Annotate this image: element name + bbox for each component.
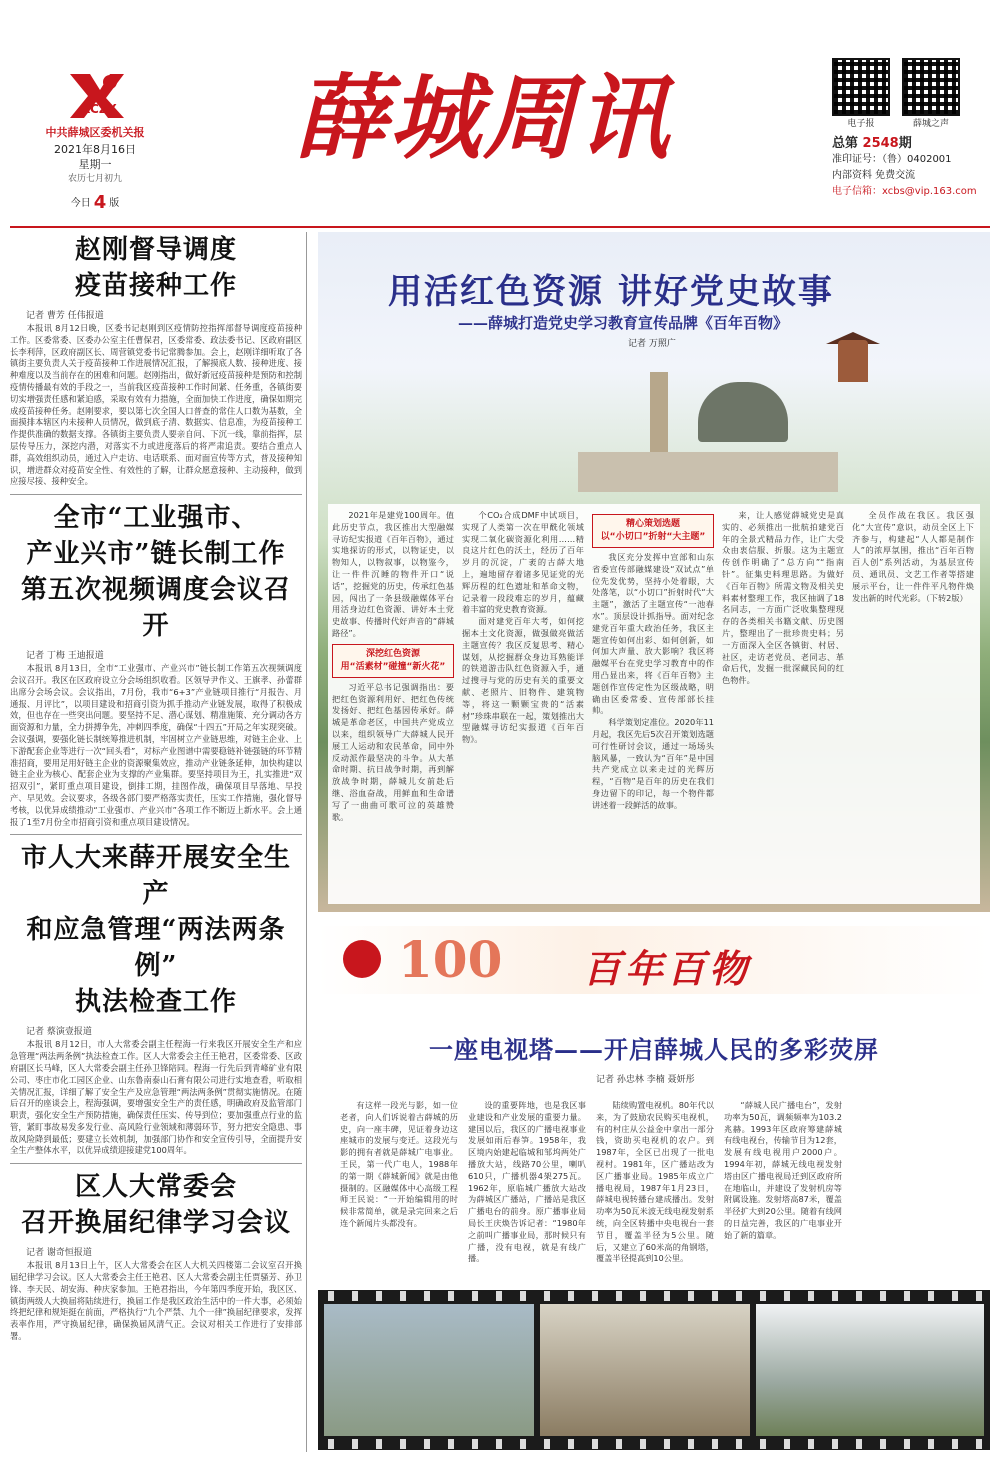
film-strip-photos xyxy=(318,1290,990,1450)
feature-article[interactable] xyxy=(318,232,990,912)
logo-text: XCZX xyxy=(81,102,117,116)
banner-number: 100 xyxy=(398,930,503,989)
text-column: 精心策划选题 以“小切口”折射“大主题” 我区充分发挥中宣部和山东省委宣传部融媒建设“双试点”单位先发优势，坚持小处着眼，大处落笔，以“小切口”折射时代“大主题”，激活了主题宣传“一池春水”。顶层设计抓指导。面对纪念建党百年重大政治任务，我区主题宣传如何出彩、如何创新，如何加大声量、放大影响？我区将融媒平台在党史学习教育中的作用凸显出来，将《百年百物》主题创作宣传定性为区级战略，明确由区委常委、宣传部部长挂帅。 科学策划定准位。2020年11月起，我区先后5次召开策划选题可行性研讨会议，通过一场场头脑风暴，一致认为“百年”是中国共产党成立以来走过的光辉历程，“百物”是百年的历史在我们身边留下的印记，每一个物件都讲述着一段鲜活的故事。 xyxy=(592,510,714,812)
masthead-rule xyxy=(10,226,990,228)
text-column: 有这样一段光与影，如一位老者，向人们诉说着古薛城的历史，向一座丰碑，见证着身边这座城市的发展与变迁。这段光与影的拥有者就是薛城广电事业。王民，第一代广电人，1988年的第一期《薛城新闻》就是由他摄制的。区融媒体中心高级工程师王民说：“一开始编辑用的时候非常简单，就是录完回来之后连个新闻片头都没有。 xyxy=(340,1100,458,1228)
lunar-date: 农历七月初九 xyxy=(67,174,122,184)
pages-count: 今日 4 版 xyxy=(70,192,120,213)
issue-block xyxy=(832,136,992,200)
text-column: “薛城人民广播电台”，发射功率为50瓦，调频频率为103.2兆赫。1993年区政府筹建薛城有线电视台，传输节目为12套，发展有线电视用户2000户。1994年初，薛城无线电视发射塔由区广播电视局迁到区政府所在地临山，并建设了发射机房等附属设施。发射塔高87米，覆盖半径扩大到20公里。随着有线网的日益完善，我区的广电事业开始了新的篇章。 xyxy=(724,1100,842,1240)
divider xyxy=(10,494,302,495)
film-perforation xyxy=(318,1439,990,1449)
tv-tower-headline: 一座电视塔——开启薛城人民的多彩荧屏 xyxy=(429,1035,879,1064)
email[interactable]: 电子信箱：xcbs@vip.163.com xyxy=(832,186,977,197)
party-label: 中共薛城区委机关报 xyxy=(45,126,145,139)
column-separator xyxy=(306,232,307,1452)
article-safety[interactable] xyxy=(10,840,302,1157)
headline: 全市“工业强市、 产业兴市”链长制工作 第五次视频调度会议召开 xyxy=(20,503,291,642)
date-block xyxy=(30,142,160,187)
text-column: 来，让人感觉薛城党史是真实的、必须推出一批航拍建党百年的全景式精品力作，让广大受众由衷信服、折服。这为主题宣传创作明确了“总方向”“指南针”。征集史料理思路。为做好《百年百物》所需文物及相关史料素材整理工作，我区抽调了18名同志，一方面广泛收集整理现存的各类相关书籍文献、历史图片，整理出了一批珍贵史料；另一方面深入全区各镇街、村居、社区，走访老党员、老同志、革命后代，发掘一批深藏民间的红色物件。 xyxy=(722,510,844,686)
feature-text xyxy=(328,504,980,904)
headline: 市人大来薛开展安全生产 和应急管理“两法两条例” 执法检查工作 xyxy=(20,843,291,1018)
qr-code-epaper-icon[interactable] xyxy=(832,58,890,116)
permit-number: 准印证号：（鲁）0402001 xyxy=(832,154,952,165)
photo-old-tv-set xyxy=(540,1304,750,1436)
article-vaccine[interactable] xyxy=(10,232,302,488)
qr-code-voice-icon[interactable] xyxy=(902,58,960,116)
article-industry[interactable] xyxy=(10,500,302,828)
pavilion-tower xyxy=(838,340,868,382)
photo-ceremony xyxy=(756,1304,984,1436)
tv-tower-byline: 记者 孙忠林 李楠 聂妍彤 xyxy=(596,1075,695,1085)
divider xyxy=(10,834,302,835)
article-body: 本报讯 8月13日上午，区人大常委会在区人大机关四楼第二会议室召开换届纪律学习会议。区人大常委会主任王艳君、区人大常委会副主任贾骚芳、孙卫锋、李天民、胡安海、种庆家参加。王艳君指出，今年第四季度开始，我区区、镇街两级人大换届将陆续进行，换届工作是我区政治生活中的一件大事，必须始终把纪律和规矩挺在前面，严格执行“九个严禁、九个一律”换届纪律要求，发挥表率作用，严守换届纪律，确保换届风清气正。会议对相关工作进行了安排部署。 xyxy=(10,1260,302,1342)
headline: 赵刚督导调度 疫苗接种工作 xyxy=(74,235,237,301)
feature-subtitle: ——薛城打造党史学习教育宣传品牌《百年百物》 xyxy=(458,314,789,332)
centennial-banner xyxy=(318,926,990,994)
subhead: 精心策划选题 以“小切口”折射“大主题” xyxy=(592,514,714,548)
byline: 记者 谢奇恒报道 xyxy=(26,1248,92,1259)
byline: 记者 丁梅 王迪报道 xyxy=(26,651,104,662)
divider xyxy=(10,1163,302,1164)
text-column: 全员作战在我区。我区强化“大宣传”意识，动员全区上下齐参与，构建起“人人都是制作人”的浓厚氛围，推出“百年百物百人创”系列活动，为基层宣传员、通讯员、文艺工作者等搭建展示平台，让一件件平凡物件焕发出新的时代光彩。（下转2版） xyxy=(852,510,974,603)
party-emblem-icon xyxy=(343,940,381,978)
article-npc-meeting[interactable] xyxy=(10,1169,302,1343)
article-body: 本报讯 8月12日晚，区委书记赵刚到区疫情防控指挥部督导调度疫苗接种工作。区委常委、区委办公室主任曹保君，区委常委、政法委书记、区政府副区长李利萍，区政府副区长、周营镇党委书记常腾参加。会上，赵刚详细听取了各镇街主要负责人关于疫苗接种工作进展情况汇报，了解摸底人数、接种进度、接种难度以及当前存在的困难和问题。赵刚指出，做好新冠疫苗接种是预防和控制疫情传播最有效的手段之一，当前我区疫苗接种工作时间紧、任务重，各镇街要切实增强责任感和紧迫感，采取有效有力措施，全面加快工作进度，确保如期完成疫苗接种任务。赵刚要求，要以第七次全国人口普查的常住人口数为基数，全面摸排本辖区内未接种人员情况，做到底子清、数据实、信息准，为疫苗接种工作提供准确的数据支撑。各镇街主要负责人要亲自问、下沉一线，靠前指挥，层层传导压力，深挖内潜，对落实不力或进度落后的将严肃追责。要结合重点人群，高效组织动员，通过入户走访、电话联系、面对面宣传等方式，普及接种知识，增进群众对疫苗安全性、有效性的了解，让群众愿意接种、主动接种，做到应接尽接、接种安全。 xyxy=(10,323,302,487)
text-column: 陆续购置电视机。80年代以来，为了鼓励农民购买电视机，有的村庄从公益金中拿出一部分钱，资助买电视机的农户。到1987年，全区已出现了一批电视村。1981年，区广播站改为区广播事业局。1985年成立广播电视局，1987年1月23日，薛城电视转播台建成播出。发射功率为50瓦米波无线电视发射系统，向全区转播中央电视台一套节目，覆盖半径为5公里。随后，又建立了60米高的角钢塔，覆盖半径提高到10公里。 xyxy=(596,1100,714,1264)
masthead xyxy=(0,0,1000,225)
issue-number: 总第 2548期 xyxy=(832,136,912,151)
text-column: 设的重要阵地，也是我区事业建设和产业发展的重要力量。建国以后，我区的广播电视事业发展如雨后春笋。1958年，我区境内始建起临城和邹坞两处广播放大站，线路70公里，喇叭610只，广播机器4架275瓦。1962年，原临城广播放大站改为薛城区广播站，广播站是我区广播电台的前身。原广播事业局局长王庆焕告诉记者：“1980年之前叫广播事业局，那时候只有广播，没有电视，就是有线广播。 xyxy=(468,1100,586,1264)
feature-byline: 记者 万照广 xyxy=(628,339,676,349)
text-column: 个CO₂合成DMF中试项目，实现了人类第一次在甲酰化领域实现二氧化碳资源化利用……精良这片红色的沃土，经历了百年岁月的沉淀，广袤的古薛大地上，遍地留存着诸多见证党的光辉历程的红色遗址和革命文物，记录着一段段难忘的岁月，蕴藏着丰富的党史教育资源。 面对建党百年大考，如何挖掘本土文化资源，做强做亮做活主题宣传？我区反复思考、精心谋划，从挖掘群众身边耳熟能详的铁道游击队红色资源入手，通过搜寻与党的历史有关的重要文献、老照片、旧物件、建筑物等，将这一颗颗宝贵的“活素材”珍珠串联在一起，策划推出大型融媒寻访纪实报道《百年百物》。 xyxy=(462,510,584,745)
qr2-caption: 薛城之声 xyxy=(912,119,949,129)
article-body: 本报讯 8月12日，市人大常委会副主任程海一行来我区开展安全生产和应急管理“两法两条例”执法检查工作。区人大常委会主任王艳君，区委常委、区政府副区长马峰，区人大常委会副主任孙卫锋陪同。程海一行先后到青峰矿业有限公司、枣庄市化工园区企业、山东鲁南泰山石膏有限公司进行实地查看，听取相关情况汇报，详细了解了安全生产及应急管理“两法两条例”贯彻实施情况。在随后召开的座谈会上，程海强调，要增强安全生产的责任感，明确政府及监管部门职责，强化安全生产预防措施，确保责任压实、传导到位；要加强重点行业的监管，紧盯事故易发多发行业、高风险行业领域和薄弱环节，努力把安全隐患、事故风险降到最低；要建立长效机制，加强部门协作和安全宣传引导，全面提升安全生产整体水平，以优异成绩迎接建党100周年。 xyxy=(10,1039,302,1156)
subhead: 深挖红色资源 用“活素材”碰撞“新火花” xyxy=(332,644,454,678)
feature-headline: 用活红色资源 讲好党史故事 xyxy=(388,272,834,312)
qr1-caption: 电子报 xyxy=(847,119,875,129)
film-perforation xyxy=(318,1291,990,1301)
plaza xyxy=(578,452,838,492)
text-column: 2021年是建党100周年。值此历史节点，我区推出大型融媒寻访纪实报道《百年百物》，通过实地探访的形式，以物证史，以物知人，以物叙事，以物鉴今，让一件件沉睡的物件开口“说话”，挖掘党的历史，传承红色基因，闯出了一条县级融媒体平台用活身边红色资源、讲好本土党史故事、传播时代好声音的“薛城路径”。 深挖红色资源 用“活素材”碰撞“新火花” 习近平总书记强调指出：要把红色资源利用好、把红色传统发扬好、把红色基因传承好。薛城是革命老区，中国共产党成立以来，组织领导广大薛城人民开展工人运动和农民革命，同中外反动派作最坚决的斗争。从大革命时期、抗日战争时期，再到解放战争时期，薛城儿女前赴后继、浴血奋战，用鲜血和生命谱写了一曲曲可歌可泣的英雄赞歌。 xyxy=(332,510,454,822)
banner-title: 百年百物 xyxy=(583,946,752,991)
photo-tv-tower xyxy=(324,1304,534,1436)
headline: 区人大常委会 召开换届纪律学习会议 xyxy=(20,1172,291,1239)
newspaper-title: 薛城周讯 xyxy=(295,64,672,172)
internal-note: 内部资料 免费交流 xyxy=(832,170,916,181)
article-body: 本报讯 8月13日，全市“工业强市、产业兴市”链长制工作第五次视频调度会议召开。我区在区政府设立分会场组织收看。区领导尹作义、王旗孝、孙蕾群出席分会场会议。会议指出，7月份，我市“6+3”产业链项目推行“月报告、月通报、月评比”，以项目建设和招商引资为抓手推动产业链发展，取得了积极成效，但也存在一些突出问题。要坚持不足、潜心谋划、精准施策、充分调动各方面资源和力量，全力拼搏争先，冲刺四季度，确保“十四五”开局之年实现突破。会议强调，要强化链长制统筹推进机制，牢固树立产业链思维，对链主企业、上下游配套企业等进行一次“回头看”，对标产业图谱中需要稳链补链强链的环节精准招商，要用足用好链主企业的资源聚集效应，推动产业链条延伸，加快构建以链主企业为核心、配套企业为支撑的产业集群。要坚持项目为王，扎实推进“双招双引”，紧盯重点项目建设，倒排工期，挂图作战，确保项目早落地、早投产、早见效。会议要求，各级各部门要严格落实责任，压实工作措施，强化督导考核，以优异成绩推动“工业强市、产业兴市”各项工作不断迈上新水平。会上通报了1至7月份全市招商引资和重点项目建设情况。 xyxy=(10,663,302,827)
left-column xyxy=(10,232,302,1349)
byline: 记者 蔡演壹报道 xyxy=(26,1027,92,1038)
tv-tower-body xyxy=(340,1100,970,1280)
publication-date: 2021年8月16日 xyxy=(54,143,136,156)
weekday: 星期一 xyxy=(78,158,112,171)
byline: 记者 曹芳 任伟报道 xyxy=(26,311,104,321)
